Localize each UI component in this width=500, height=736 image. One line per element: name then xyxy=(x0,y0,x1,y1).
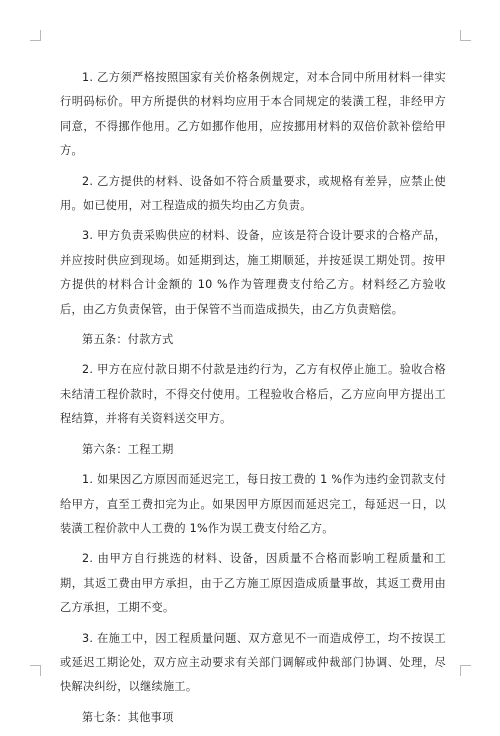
section-heading-schedule: 第六条：工程工期 xyxy=(82,442,174,456)
clause-paragraph: 2. 甲方在应付款日期不付款是违约行为，乙方有权停止施工。验收合格未结清工程价款时，不得交付使用。工程验收合格后，乙方应向甲方提出工程结算，并将有关资料送交甲方。 xyxy=(60,363,446,426)
clause-paragraph: 1. 如果因乙方原因而延迟完工，每日按工费的 1 %作为违约金罚款支付给甲方，直至工费扣完为止。如果因甲方原因而延迟完工，每延迟一日，以装潢工程价款中人工费的 1%作为误工费支付给乙方。 xyxy=(60,473,446,535)
clause-paragraph: 1. 乙方须严格按照国家有关价格条例规定，对本合同中所用材料一律实行明码标价。甲方所提供的材料均应用于本合同规定的装潢工程，非经甲方同意，不得挪作他用。乙方如挪作他用，应按挪用材料的双倍价款补偿给甲方。 xyxy=(60,71,446,158)
clause-paragraph: 3. 甲方负责采购供应的材料、设备，应该是符合设计要求的合格产品，并应按时供应到现场。如延期到达，施工期顺延，并按延误工期处罚。按甲方提供的材料合计金额的 10 %作为管理费支付给乙方。材料经乙方验收后，由乙方负责保管，由于保管不当而造成损失，由乙方负责赔偿。 xyxy=(60,229,446,316)
page-corner-mark-bottom-left xyxy=(30,665,41,676)
clause-paragraph: 3. 在施工中，因工程质量问题、双方意见不一而造成停工，均不按误工或延迟工期论处，双方应主动要求有关部门调解或仲裁部门协调、处理，尽快解决纠纷，以继续施工。 xyxy=(60,631,446,694)
clause-paragraph: 2. 由甲方自行挑选的材料、设备，因质量不合格而影响工程质量和工期，其返工费由甲方承担，由于乙方施工原因造成质量事故，其返工费用由乙方承担，工期不变。 xyxy=(60,552,446,615)
section-heading-payment: 第五条：付款方式 xyxy=(82,333,174,347)
page-corner-mark-top-right xyxy=(460,30,471,41)
document-body xyxy=(60,66,446,736)
page-corner-mark-top-left xyxy=(30,30,41,41)
clause-paragraph: 2. 乙方提供的材料、设备如不符合质量要求，或规格有差异，应禁止使用。如已使用，对工程造成的损失均由乙方负责。 xyxy=(60,174,446,213)
page-corner-mark-bottom-right xyxy=(460,665,471,676)
section-heading-other: 第七条：其他事项 xyxy=(82,710,174,724)
